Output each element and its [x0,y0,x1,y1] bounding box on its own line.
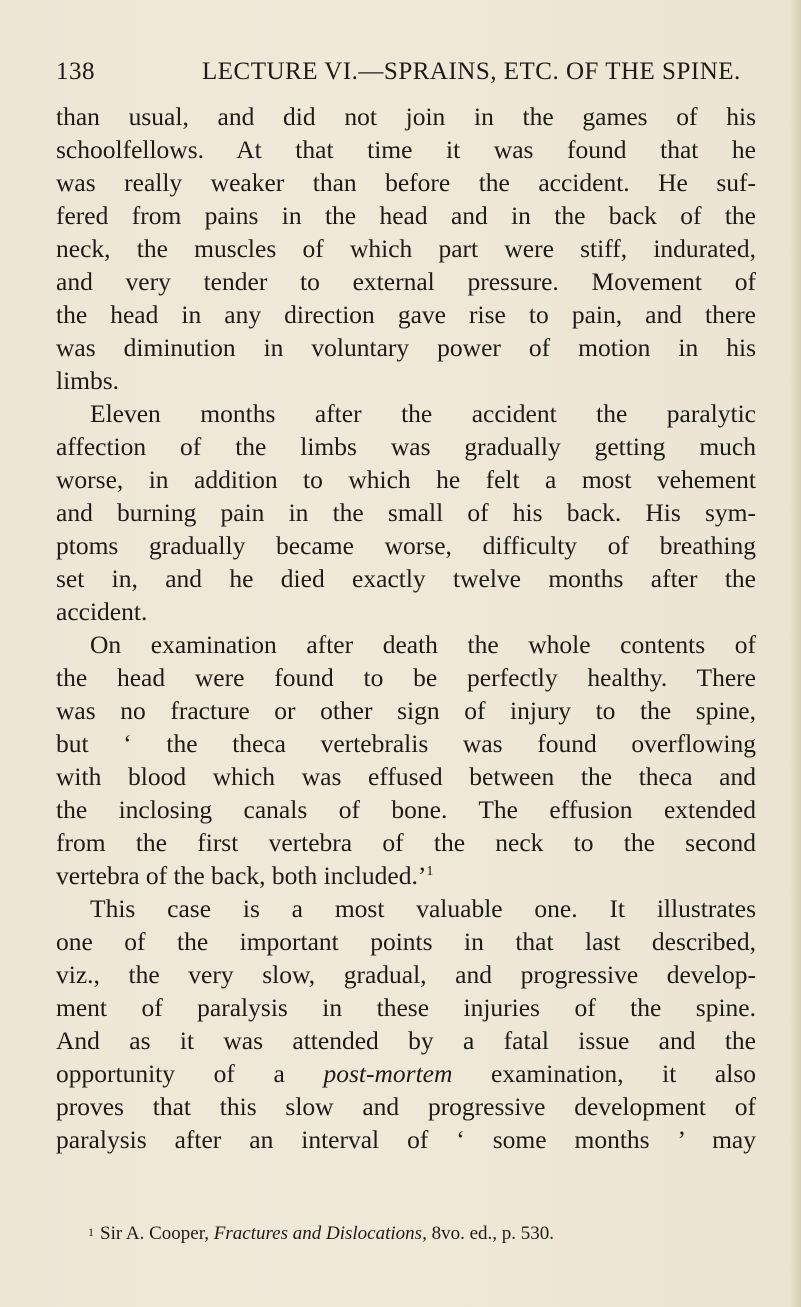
text-line: was no fracture or other sign of injury to the spine, [56,696,756,725]
text-line: viz., the very slow, gradual, and progressive develop- [56,960,756,989]
text-line: the head in any direction gave rise to pain, and there [56,300,756,329]
footnote [88,1222,758,1246]
text-line-content: vertebra of the back, both included.’ [56,861,427,890]
text-line: than usual, and did not join in the games of his [56,102,756,131]
page-number: 138 [56,58,95,85]
text-line [56,859,756,892]
text-line: affection of the limbs was gradually getting much [56,432,756,461]
text-line: neck, the muscles of which part were stiff, indurated, [56,234,756,263]
footnote-reference: 1 [426,864,434,879]
footnote-author: Sir A. Cooper, [100,1223,210,1244]
text-line: And as it was attended by a fatal issue and the [56,1026,756,1055]
text-line: was diminution in voluntary power of motion in his [56,333,756,362]
text-line: set in, and he died exactly twelve months after the [56,564,756,593]
text-line: fered from pains in the head and in the back of the [56,201,756,230]
text-line: accident. [56,597,148,626]
text-line: and burning pain in the small of his back. His sym- [56,498,756,527]
text-line: Eleven months after the accident the paralytic [90,399,756,428]
text-line: but ‘ the theca vertebralis was found overflowing [56,729,756,758]
text-line: This case is a most valuable one. It illustrates [90,894,756,923]
footnote-rest: 8vo. ed., p. 530. [431,1223,555,1244]
text-line: from the first vertebra of the neck to the second [56,828,756,857]
text-line: paralysis after an interval of ‘ some months ’ may [56,1125,756,1154]
page-edge-shadow [789,0,801,1307]
text-line: and very tender to external pressure. Movement of [56,267,756,296]
text-line: proves that this slow and progressive development of [56,1092,756,1121]
text-line: ptoms gradually became worse, difficulty of breathing [56,531,756,560]
text-line: worse, in addition to which he felt a most vehement [56,465,756,494]
text-line: the inclosing canals of bone. The effusion extended [56,795,756,824]
text-line: schoolfellows. At that time it was found that he [56,135,756,164]
text-line: one of the important points in that last described, [56,927,756,956]
running-head-title: LECTURE VI.—SPRAINS, ETC. OF THE SPINE. [202,58,741,85]
italic-term: post-mortem [323,1059,453,1088]
text-line: the head were found to be perfectly healthy. There [56,663,756,692]
running-head [56,58,756,88]
text-segment: opportunity of a [56,1059,285,1088]
text-line: limbs. [56,366,120,395]
text-line: On examination after death the whole contents of [90,630,756,659]
body-text [56,100,756,1156]
footnote-title: Fractures and Dislocations, [213,1223,427,1244]
text-line: ment of paralysis in these injuries of the spine. [56,993,756,1022]
text-segment: examination, it also [491,1059,756,1088]
text-line: with blood which was effused between the theca and [56,762,756,791]
text-line: was really weaker than before the accident. He suf- [56,168,756,197]
footnote-marker: 1 [88,1225,94,1239]
text-line [56,1057,756,1090]
